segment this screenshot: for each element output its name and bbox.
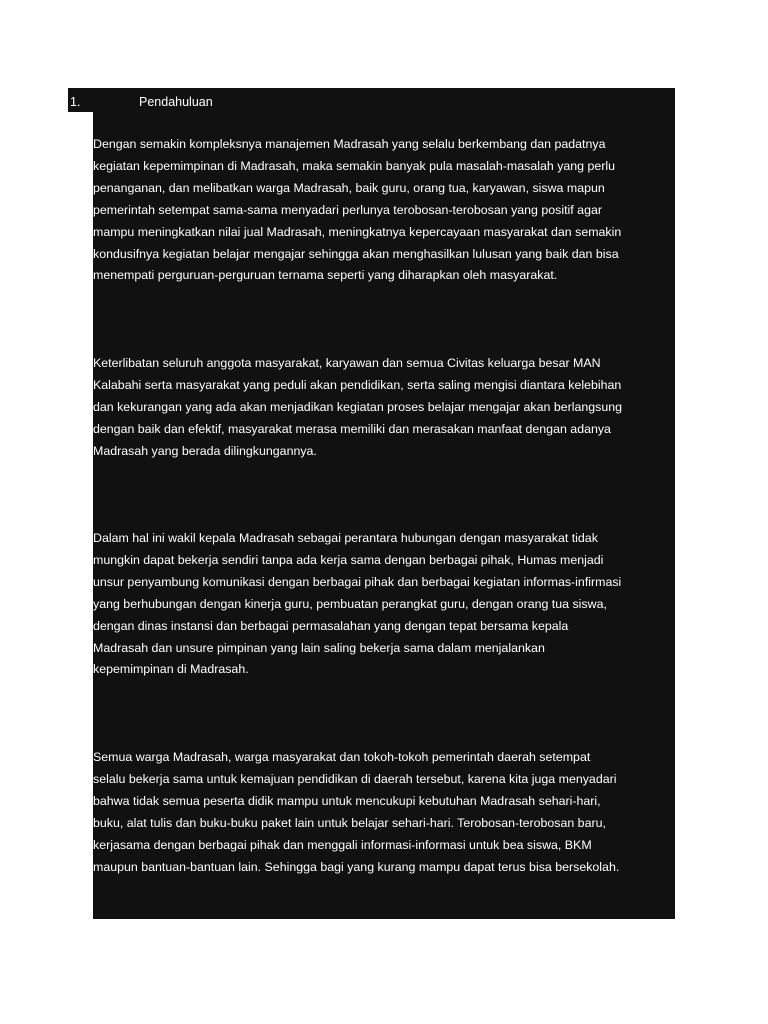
paragraph-line: Madrasah dan unsure pimpinan yang lain saling bekerja sama dalam menjalankan bbox=[93, 640, 545, 655]
section-number: 1. bbox=[70, 95, 81, 109]
paragraph-line: mungkin dapat bekerja sendiri tanpa ada kerja sama dengan berbagai pihak, Humas menjadi bbox=[93, 552, 604, 567]
paragraph-line: Dengan semakin kompleksnya manajemen Madrasah yang selalu berkembang dan padatnya bbox=[93, 137, 606, 151]
paragraph-line: kegiatan kepemimpinan di Madrasah, maka semakin banyak pula masalah-masalah yang perlu bbox=[93, 158, 616, 173]
paragraph-line: menempati perguruan-perguruan ternama seperti yang diharapkan oleh masyarakat. bbox=[93, 268, 558, 283]
paragraph-cooperation bbox=[93, 747, 677, 878]
paragraph-line: unsur penyambung komunikasi dengan berbagai pihak dan berbagai kegiatan informas-infirmasi bbox=[93, 574, 622, 589]
paragraph-line: Semua warga Madrasah, warga masyarakat dan tokoh-tokoh pemerintah daerah setempat bbox=[93, 750, 591, 764]
paragraph-line: maupun bantuan-bantuan lain. Sehingga bagi yang kurang mampu dapat terus bisa bersekolah. bbox=[93, 859, 620, 874]
paragraph-line: mampu meningkatkan nilai jual Madrasah, meningkatnya kepercayaan masyarakat dan semakin bbox=[93, 224, 622, 239]
paragraph-line: kondusifnya kegiatan belajar mengajar sehingga akan menghasilkan lulusan yang baik dan bisa bbox=[93, 246, 619, 261]
paragraph-introduction bbox=[93, 134, 677, 287]
paragraph-line: dengan dinas instansi dan berbagai permasalahan yang dengan tepat bersama kepala bbox=[93, 618, 569, 633]
paragraph-line: Keterlibatan seluruh anggota masyarakat, karyawan dan semua Civitas keluarga besar MAN bbox=[93, 356, 601, 370]
paragraph-line: kerjasama dengan berbagai pihak dan menggali informasi-informasi untuk bea siswa, BKM bbox=[93, 837, 592, 852]
paragraph-public-relations bbox=[93, 528, 677, 681]
paragraph-line: kepemimpinan di Madrasah. bbox=[93, 662, 249, 677]
paragraph-line: Dalam hal ini wakil kepala Madrasah sebagai perantara hubungan dengan masyarakat tidak bbox=[93, 531, 598, 545]
paragraph-community-involvement bbox=[93, 353, 677, 463]
paragraph-line: Kalabahi serta masyarakat yang peduli akan pendidikan, serta saling mengisi diantara kelebihan bbox=[93, 377, 622, 392]
paragraph-line: bahwa tidak semua peserta didik mampu untuk mencukupi kebutuhan Madrasah sehari-hari, bbox=[93, 793, 601, 808]
paragraph-line: dengan baik dan efektif, masyarakat merasa memiliki dan merasakan manfaat dengan adanya bbox=[93, 421, 611, 436]
paragraph-line: dan kekurangan yang ada akan menjadikan kegiatan proses belajar mengajar akan berlangsung bbox=[93, 399, 623, 414]
paragraph-line: yang berhubungan dengan kinerja guru, pembuatan perangkat guru, dengan orang tua siswa, bbox=[93, 596, 607, 611]
paragraph-line: penanganan, dan melibatkan warga Madrasah, baik guru, orang tua, karyawan, siswa mapun bbox=[93, 180, 605, 195]
paragraph-line: Madrasah yang berada dilingkungannya. bbox=[93, 443, 317, 458]
paragraph-line: buku, alat tulis dan buku-buku paket lain untuk belajar sehari-hari. Terobosan-terobosan baru, bbox=[93, 815, 606, 830]
section-title: Pendahuluan bbox=[139, 95, 213, 109]
paragraph-line: pemerintah setempat sama-sama menyadari perlunya terobosan-terobosan yang positif agar bbox=[93, 202, 602, 217]
paragraph-line: selalu bekerja sama untuk kemajuan pendidikan di daerah tersebut, karena kita juga menyadari bbox=[93, 771, 617, 786]
